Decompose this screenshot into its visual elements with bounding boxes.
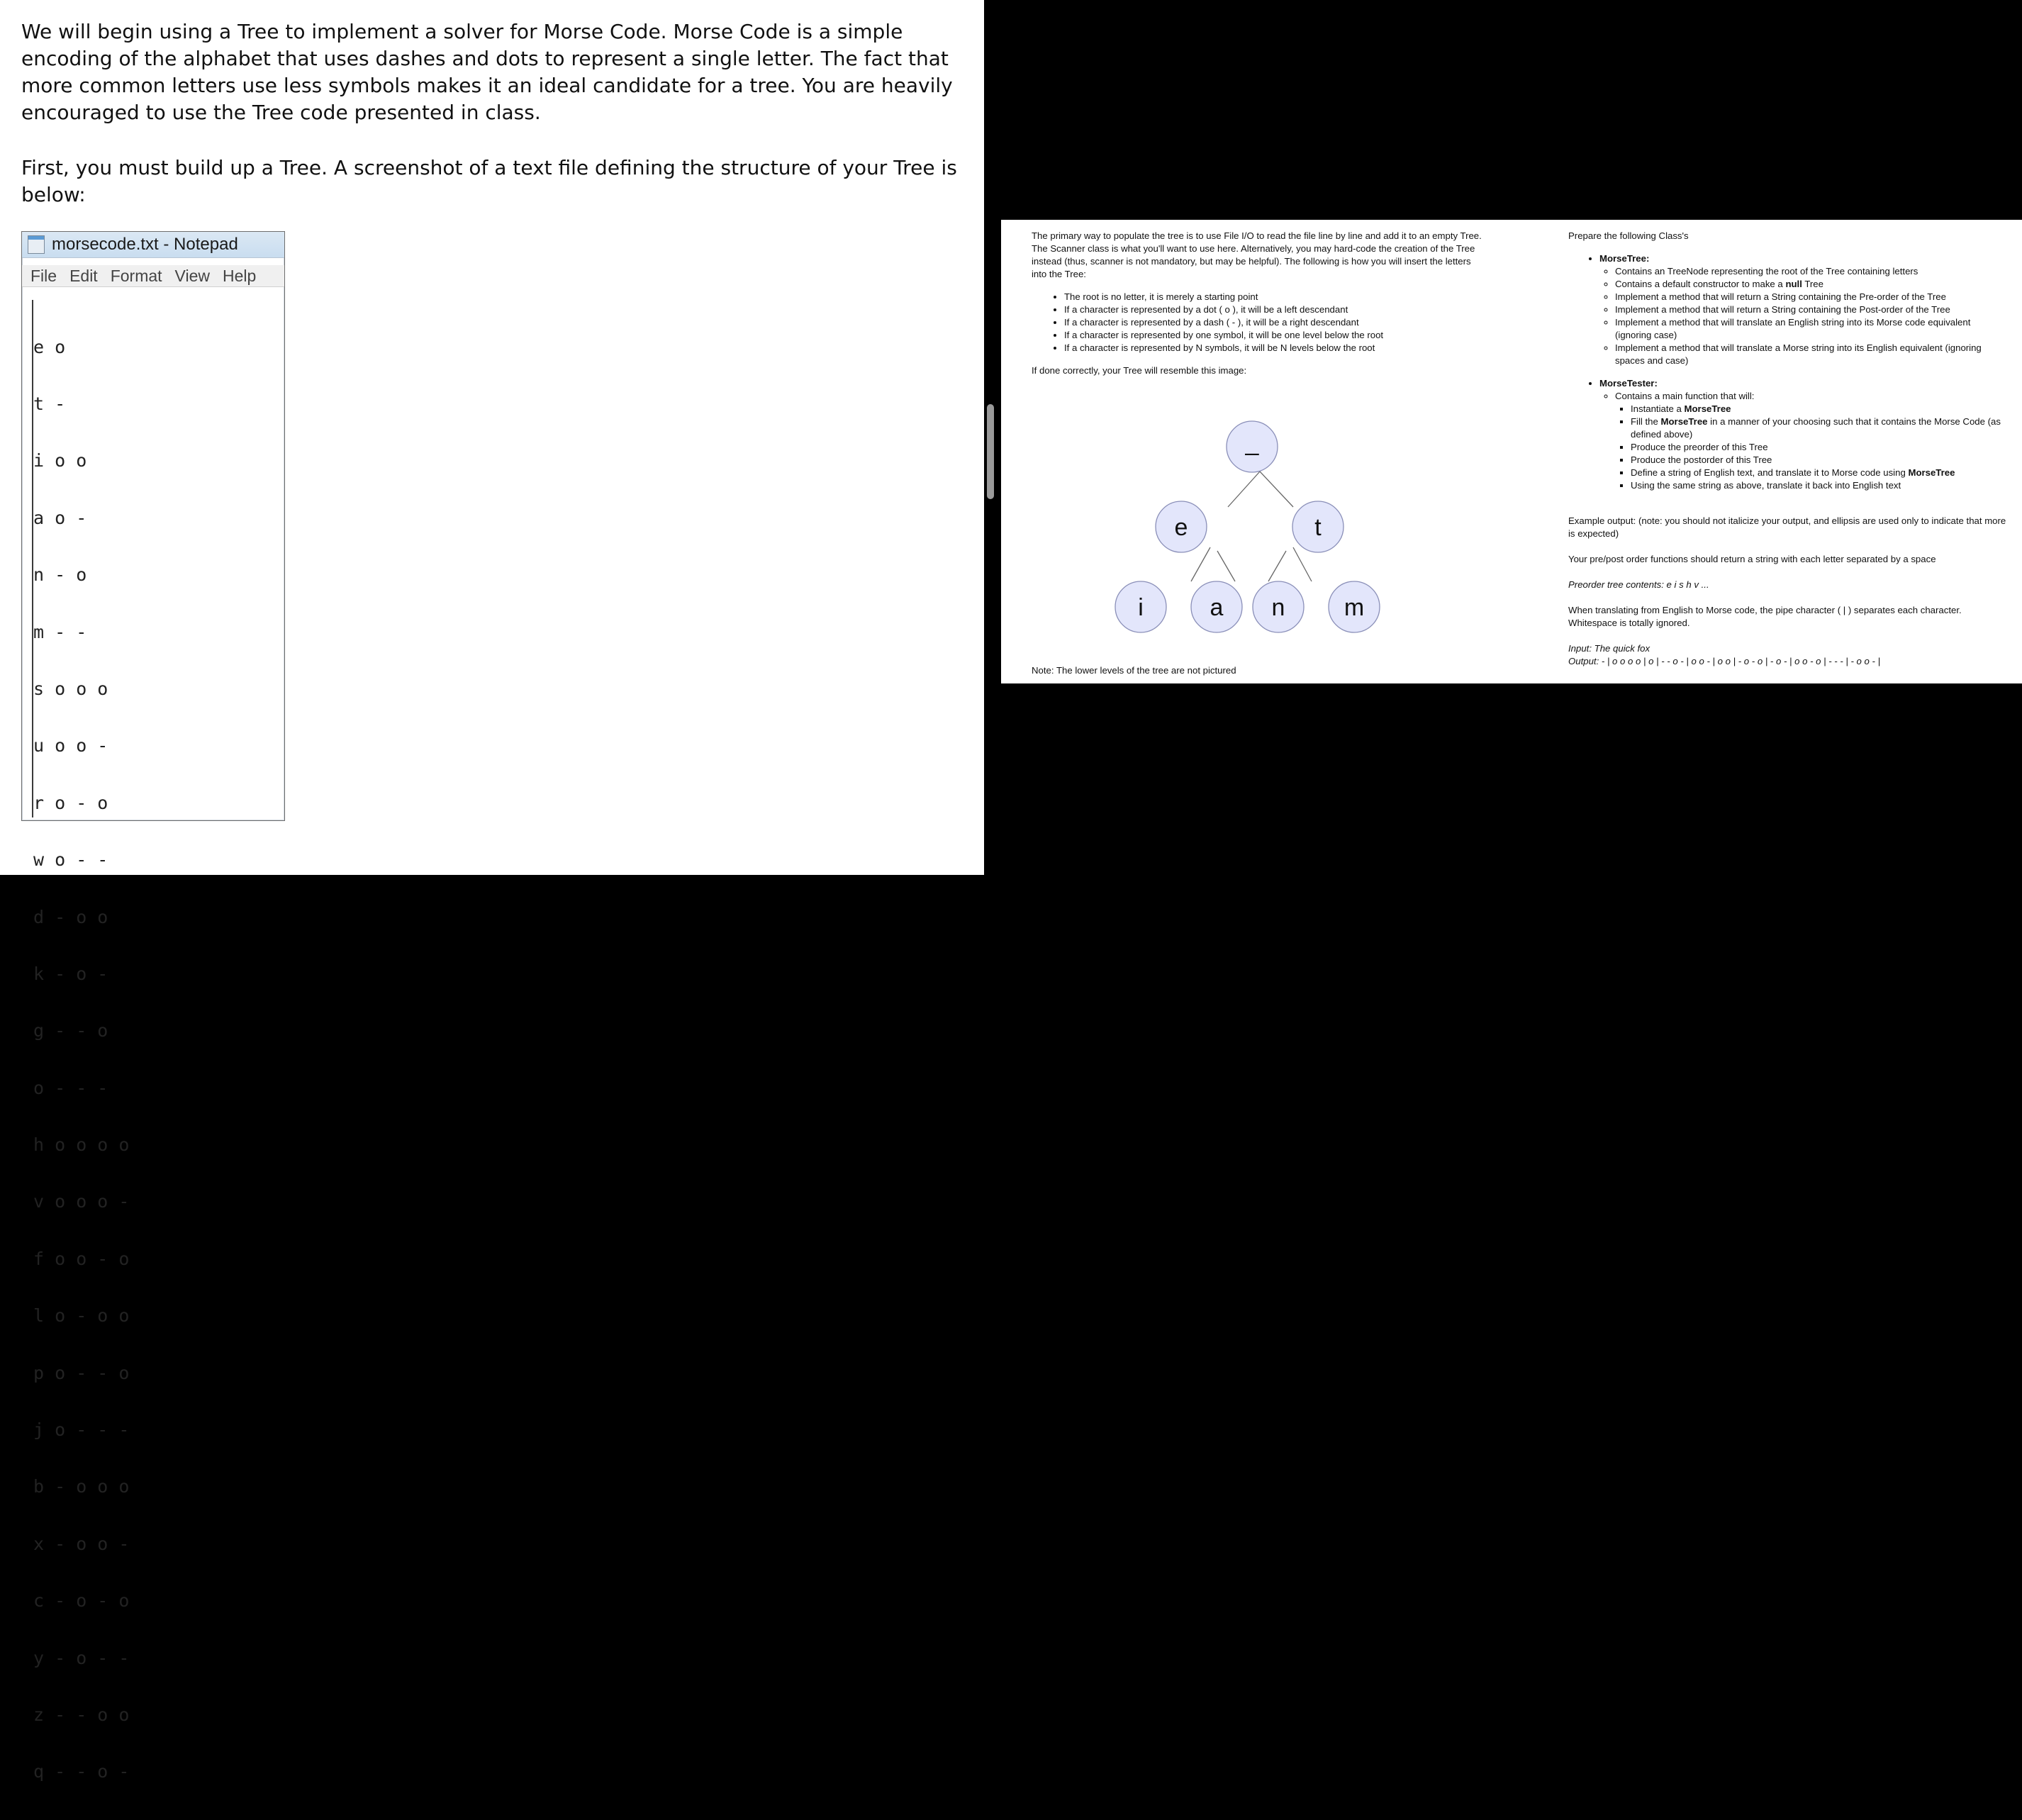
- menu-file: File: [30, 266, 57, 285]
- input-example: Input: The quick fox: [1568, 643, 1650, 654]
- morsetree-name: MorseTree:: [1599, 253, 1650, 264]
- morse-line: g - - o: [33, 1020, 108, 1042]
- menu-help: Help: [222, 266, 257, 285]
- req-item: ◦ Contains an TreeNode representing the root of the Tree containing letters: [1615, 265, 2008, 278]
- example-output-text: Example output: (note: you should not italicize your output, and ellipsis are used only to indicate that more is expected): [1568, 515, 2006, 539]
- step-text: Define a string of English text, and translate it to Morse code using: [1631, 467, 1909, 478]
- edge-root-t: [1260, 471, 1293, 507]
- tree-note: Note: The lower levels of the tree are not pictured: [1032, 665, 1236, 676]
- step-text: in a manner of your choosing such that it contains the Morse Code (as defined above): [1631, 416, 2001, 440]
- step-item: ▪ Produce the preorder of this Tree: [1631, 441, 2008, 454]
- rule-item: • If a character is represented by N symbols, it will be N levels below the root: [1064, 342, 1485, 354]
- menu-edit: Edit: [69, 266, 98, 285]
- instructions-column: [1032, 230, 1485, 377]
- step-item: ▪ Using the same string as above, translate it back into English text: [1631, 479, 2008, 492]
- morse-line: s o o o: [33, 678, 108, 699]
- notepad-titlebar: [22, 232, 284, 258]
- morse-line: a o -: [33, 507, 87, 528]
- morse-line: w o - -: [33, 849, 108, 871]
- morsetester-requirements: [1599, 390, 2008, 492]
- class-list: [1568, 252, 2008, 492]
- node-label-t: t: [1314, 514, 1322, 541]
- node-label-i: i: [1138, 594, 1144, 621]
- morse-line: q - - o -: [33, 1761, 130, 1782]
- menu-format: Format: [110, 266, 162, 285]
- main-text: Contains a main function that will:: [1615, 391, 1755, 401]
- requirements-column: [1568, 230, 2008, 668]
- morse-line: d - o o: [33, 906, 108, 927]
- prepost-text: Your pre/post order functions should return a string with each letter separated by a space: [1568, 554, 1936, 564]
- morse-line: n - o: [33, 564, 87, 586]
- node-label-m: m: [1344, 594, 1365, 621]
- morsetree-requirements: [1599, 265, 2008, 367]
- morsetree-class: [1599, 252, 2008, 367]
- morse-line: v o o o -: [33, 1191, 130, 1212]
- scrollbar-handle[interactable]: [987, 404, 994, 499]
- req-text: Tree: [1802, 279, 1823, 289]
- morse-line: x - o o -: [33, 1533, 130, 1554]
- morsetree-keyword: MorseTree: [1684, 403, 1731, 414]
- step-item: [1631, 403, 2008, 415]
- done-correctly-text: If done correctly, your Tree will resemble this image:: [1032, 365, 1247, 376]
- morsetree-keyword: MorseTree: [1908, 467, 1955, 478]
- null-keyword: null: [1785, 279, 1802, 289]
- rule-item: • If a character is represented by a dash ( - ), it will be a right descendant: [1064, 316, 1485, 329]
- morse-line: p o - - o: [33, 1362, 130, 1383]
- morsetester-class: [1599, 377, 2008, 492]
- notepad-text: [33, 300, 129, 1820]
- edge-t-m: [1293, 547, 1312, 581]
- req-item: ◦ Implement a method that will return a String containing the Pre-order of the Tree: [1615, 291, 2008, 303]
- menu-view: View: [174, 266, 210, 285]
- morse-tree-diagram: [1100, 393, 1398, 663]
- morse-line: u o o -: [33, 735, 108, 757]
- populate-paragraph: The primary way to populate the tree is to use File I/O to read the file line by line and add it to an empty Tree. The Scanner class is what you'll want to use here. Alternatively, you may hard-code the creation of the Tree instead (thus, scanner is not mandatory, but may be helpful). The following is how you will insert the letters into the Tree:: [1032, 230, 1482, 279]
- morse-line: r o - o: [33, 792, 108, 813]
- req-item: [1615, 390, 2008, 492]
- rule-item: • If a character is represented by a dot ( o ), it will be a left descendant: [1064, 303, 1485, 316]
- notepad-screenshot: [21, 231, 285, 1782]
- step-item: [1631, 415, 2008, 441]
- morse-line: i o o: [33, 450, 87, 471]
- morse-line: m - -: [33, 621, 87, 642]
- rule-item: • If a character is represented by one symbol, it will be one level below the root: [1064, 329, 1485, 342]
- node-label-n: n: [1271, 594, 1285, 621]
- step-item: ▪ Produce the postorder of this Tree: [1631, 454, 2008, 467]
- req-item: ◦ Implement a method that will return a String containing the Post-order of the Tree: [1615, 303, 2008, 316]
- notepad-title: morsecode.txt - Notepad: [52, 235, 238, 254]
- morse-line: b - o o o: [33, 1476, 130, 1497]
- req-text: Contains a default constructor to make a: [1615, 279, 1786, 289]
- step-item: [1631, 467, 2008, 479]
- req-item: [1615, 278, 2008, 291]
- node-label-a: a: [1210, 594, 1224, 621]
- notepad-icon: [28, 235, 45, 254]
- step-text: Instantiate a: [1631, 403, 1685, 414]
- node-label-e: e: [1174, 514, 1188, 541]
- edge-t-n: [1268, 551, 1286, 581]
- edge-root-e: [1228, 471, 1260, 507]
- edge-e-i: [1191, 547, 1210, 581]
- notepad-menubar: [22, 265, 284, 287]
- insertion-rules: [1032, 291, 1485, 354]
- preorder-contents: Preorder tree contents: e i s h v ...: [1568, 579, 1709, 590]
- morse-line: h o o o o: [33, 1134, 130, 1156]
- node-label-root: _: [1245, 429, 1259, 456]
- morse-line: j o - - -: [33, 1419, 130, 1441]
- req-item: ◦ Implement a method that will translate an English string into its Morse code equivalent (ignoring case): [1615, 316, 2008, 342]
- step-text: Fill the: [1631, 416, 1661, 427]
- intro-paragraph: We will begin using a Tree to implement a solver for Morse Code. Morse Code is a simple encoding of the alphabet that uses dashes and dots to represent a single letter. The fact that more common letters use less symbols makes it an ideal candidate for a tree. You are heavily encouraged to use the Tree code presented in class.: [21, 20, 953, 124]
- morsetester-name: MorseTester:: [1599, 378, 1658, 389]
- morse-line: f o o - o: [33, 1248, 130, 1269]
- build-tree-paragraph: First, you must build up a Tree. A screenshot of a text file defining the structure of your Tree is below:: [21, 156, 957, 206]
- left-document-page: [0, 0, 984, 1782]
- rule-item: • The root is no letter, it is merely a starting point: [1064, 291, 1485, 303]
- morsetree-keyword: MorseTree: [1660, 416, 1708, 427]
- req-item: ◦ Implement a method that will translate a Morse string into its English equivalent (ignoring spaces and case): [1615, 342, 2008, 367]
- pipe-text: When translating from English to Morse code, the pipe character ( | ) separates each character. Whitespace is totally ignored.: [1568, 605, 1962, 628]
- morse-line: z - - o o: [33, 1704, 130, 1725]
- main-steps: [1615, 403, 2008, 492]
- output-example: Output: - | o o o o | o | - - o - | o o - | o o | - o - o | - o - | o o - o | - - - | - o o - |: [1568, 656, 1881, 666]
- morse-line: e o: [33, 336, 66, 357]
- right-document-page: [1001, 220, 2022, 683]
- morse-line: o - - -: [33, 1077, 108, 1098]
- morse-line: y - o - -: [33, 1647, 130, 1668]
- morse-line: l o - o o: [33, 1305, 130, 1327]
- prepare-heading: Prepare the following Class's: [1568, 230, 1689, 241]
- edge-e-a: [1217, 551, 1235, 581]
- morse-line: t -: [33, 393, 66, 414]
- morse-line: k - o -: [33, 963, 108, 984]
- morse-line: c - o - o: [33, 1590, 130, 1612]
